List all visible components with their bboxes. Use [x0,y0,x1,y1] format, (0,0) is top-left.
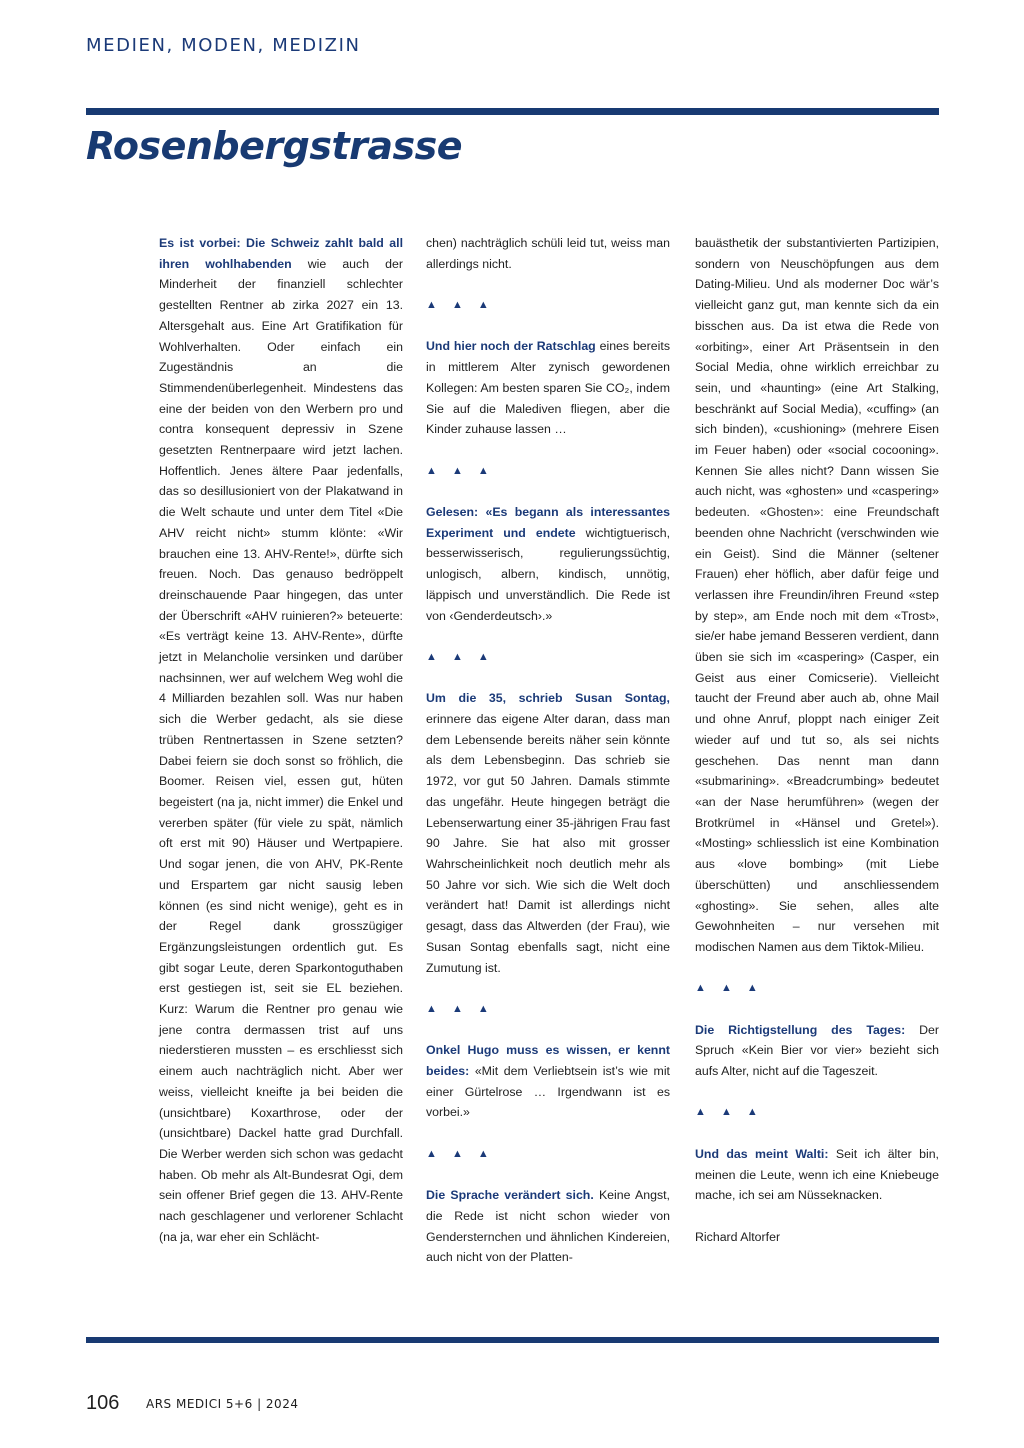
paragraph-body: «Mit dem Verliebtsein ist’s wie mit einer Gürtelrose … Irgendwann ist es vorbei.» [426,1064,670,1120]
triangle-divider-icon: ▲ ▲ ▲ [426,464,495,477]
paragraph [426,336,670,440]
paragraph-body: chen) nachträglich schüli leid tut, weiss man allerdings nicht. [426,236,670,271]
paragraph [695,233,939,958]
column-2 [426,233,670,1268]
journal-citation: ARS MEDICI 5+6 | 2024 [146,1397,299,1411]
top-rule [86,108,939,115]
paragraph-body: Seit ich älter bin, meinen die Leute, wenn ich eine Kniebeuge mache, ich sei am Nüsseknacken. [695,1146,939,1203]
paragraph [426,688,670,978]
triangle-divider-icon: ▲ ▲ ▲ [426,299,495,312]
paragraph-lead: Und hier noch der Ratschlag [426,339,596,354]
column-1 [159,233,403,1247]
paragraph-body: bauästhetik der substantivierten Partizipien, sondern von Neuschöpfungen aus dem Dating-Milieu. Und als moderner Doc wär’s vielleicht ganz gut, man kennte sich da ein bisschen aus. Da ist etwa die Rede von «orbiting», einer Art Präsentsein in den Social Media, ohne wirklich erreichbar zu sein, und «haunting» (eine Art Stalking, beschränkt auf Social Media), «cuffing» (an sich binden), «cushioning» (mehrere Eisen im Feuer haben) oder «social cocooning». Kennen Sie alles nicht? Dann wissen Sie auch nicht, was «ghosten» und «caspering» bedeuten. «Ghosten»: eine Freundschaft beenden ohne Nachricht (verschwinden wie ein Geist). Sind die Männer (seltener Frauen) eher höflich, aber dafür feige und verlassen ihre Freundin/ihren Freund «step by step», am Ende noch mit dem «Trost», sie/er habe jemand Besseren verdient, dann üben sie sich im «caspering» (Casper, ein Geist aus einer Comicserie). Vielleicht taucht der Freund aber auch ab, ohne Mail und ohne Anruf, ploppt nach einiger Zeit wieder auf und tut so, als sei nichts geschehen. Das nennt man dann «submarining». «Breadcrumbing» bedeutet «an der Nase herumführen» (wegen der Brotkrümel in «Hänsel und Gretel»). «Mosting» schliesslich ist eine Kombination aus «love bombing» (mit Liebe überschütten) und anschliessendem «ghosting». Sie sehen, alles alte Gewohnheiten – nur versehen mit modischen Namen aus dem Tiktok-Milieu. [695,236,939,954]
paragraph [159,233,403,1247]
page-number: 106 [86,1392,120,1414]
triangle-divider-icon: ▲ ▲ ▲ [426,1147,495,1160]
triangle-divider-icon: ▲ ▲ ▲ [426,1002,495,1015]
paragraph-lead: Um die 35, schrieb Susan Sontag, [426,691,670,706]
paragraph [695,1020,939,1082]
paragraph-body: Der Spruch «Kein Bier vor vier» bezieht sich aufs Alter, nicht auf die Tageszeit. [695,1022,939,1079]
paragraph-body: erinnere das eigene Alter daran, dass man dem Lebensende bereits näher sein könnte als dem Lebensbeginn. Das schrieb sie 1972, vor gut 50 Jahren. Damals stimmte das ungefähr. Heute hingegen beträgt die Lebenserwartung einer 35-jährigen Frau fast 90 Jahre. Sie hat also mit grosser Wahrscheinlichkeit noch deutlich mehr als 50 Jahre vor sich. Wie sich die Welt doch verändert hat! Damit ist allerdings nicht gesagt, dass das Altwerden (der Frau), wie Susan Sontag ebenfalls sagt, nicht eine Zumutung ist. [426,712,670,975]
paragraph-body: Keine Angst, die Rede ist nicht schon wieder von Gendersternchen und ähnlichen Kindereien, auch nicht von der Platten- [426,1188,670,1265]
paragraph [426,233,670,274]
triangle-divider-icon: ▲ ▲ ▲ [695,1106,764,1119]
paragraph-body: wichtigtuerisch, besserwisserisch, regulierungssüchtig, unlogisch, albern, kindisch, unnötig, läppisch und unverständlich. Die Rede ist von ‹Genderdeutsch›.» [426,525,670,623]
paragraph-lead: Die Sprache verändert sich. [426,1188,594,1203]
article-headline: Rosenbergstrasse [86,124,463,168]
author-name: Richard Altorfer [695,1229,781,1244]
paragraph-lead: Und das meint Walti: [695,1146,829,1161]
bottom-rule [86,1337,939,1343]
paragraph [426,1185,670,1268]
paragraph-body: eines bereits in mittlerem Alter zynisch gewordenen Kollegen: Am besten sparen Sie CO₂, indem Sie auf die Malediven fliegen, aber die Kinder zuhause lassen … [426,339,670,437]
paragraph-lead: Onkel Hugo muss es wissen, er kennt beides: [426,1043,670,1078]
paragraph-lead: Es ist vorbei: Die Schweiz zahlt bald all ihren wohlhabenden [159,236,403,271]
triangle-divider-icon: ▲ ▲ ▲ [695,982,764,995]
paragraph-lead: Die Richtigstellung des Tages: [695,1022,906,1037]
paragraph-lead: Gelesen: «Es begann als interessantes Experiment und endete [426,505,670,540]
paragraph-body: wie auch der Minderheit der finanziell schlechter gestellten Rentner ab zirka 2027 ein 13. Altersgehalt aus. Eine Art Gratifikation für Wohlverhalten. Oder einfach ein Zugeständnis an die Stimmendenüberlegenheit. Mindestens das eine der beiden von den Werbern pro und contra konsequent depressiv in Szene gesetzten Rentnerpaare wird jetzt lachen. Hoffentlich. Jenes ältere Paar jedenfalls, das so desillusioniert von der Plakatwand in die Welt schaute und unter dem Titel «Die AHV reicht nicht» stumm klönte: «Wir brauchen eine 13. AHV-Rente!», dürfte sich freuen. Noch. Das genauso bedröppelt dreinschauende Paar hingegen, das unter der Überschrift «AHV ruinieren?» beteuerte: «Es verträgt keine 13. AHV-Rente», dürfte jetzt in Melancholie versinken und darüber nachsinnen, wer auf welchem Weg wohl die 4 Milliarden bezahlen soll. Was nur haben sich die Werber gedacht, als sie diese trüben Rentnertassen in Szene setzten? Dabei feiern sie doch sonst so fröhlich, die Boomer. Reisen viel, essen gut, hüten begeistert (na ja, nicht immer) die Enkel und vererben später (für viele zu spät, nämlich oft erst mit 90) Häuser und Wertpapiere. Und sogar jenen, die von AHV, PK-Rente und Erspartem gar nicht sausig leben können (es sind nicht wenige), geht es in der Regel dank grosszügiger Ergänzungsleistungen ordentlich gut. Es gibt sogar Leute, deren Sparkontoguthaben erst gestiegen ist, seit sie EL beziehen. Kurz: Warum die Rentner pro genau wie jene contra dermassen trist auf uns niederstieren mussten – es erschliesst sich einem auch nachträglich nicht. Aber wer weiss, vielleicht kneifte ja bei beiden die (unsichtbare) Koxarthrose, oder der (unsichtbare) Dackel hatte grad Durchfall. Die Werber werden sich schon was gedacht haben. Ob mehr als Alt-Bundesrat Ogi, dem sein offener Brief gegen die 13. AHV-Rente nach geschlagener und verlorener Schlacht (na ja, war eher ein Schlächt- [159,256,403,1244]
paragraph [426,1040,670,1123]
triangle-divider-icon: ▲ ▲ ▲ [426,650,495,663]
column-3 [695,233,939,1247]
paragraph [695,1144,939,1206]
paragraph [426,502,670,626]
section-title: MEDIEN, MODEN, MEDIZIN [86,35,361,56]
